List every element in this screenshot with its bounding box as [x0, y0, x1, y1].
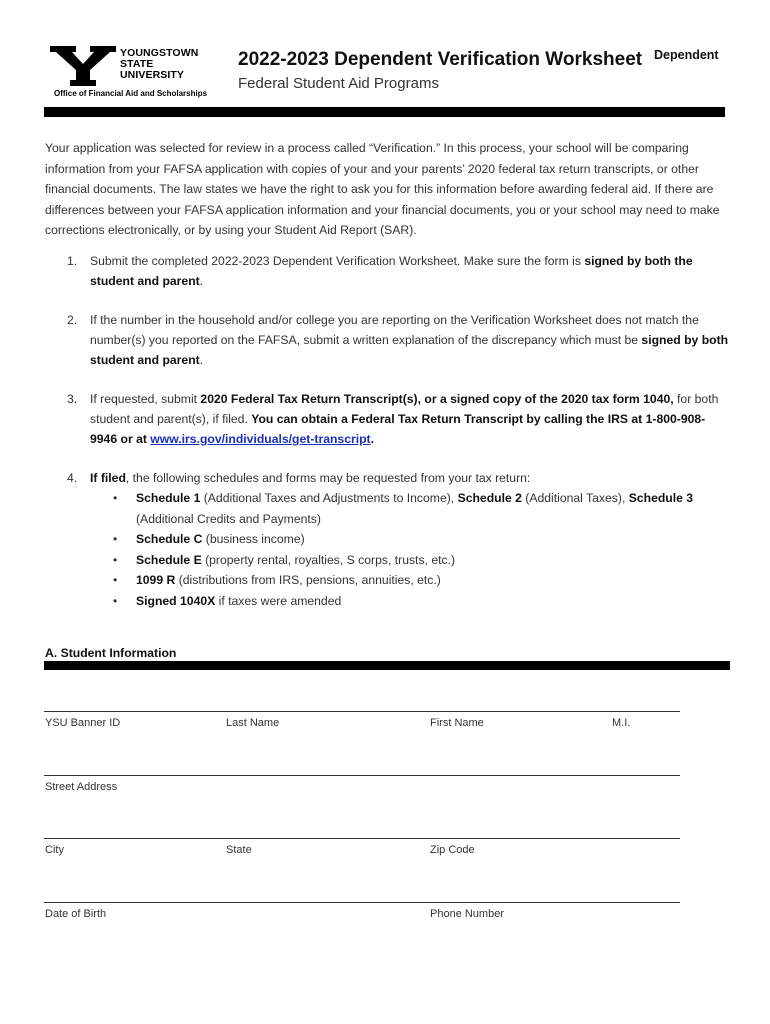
schedule-list [90, 488, 730, 611]
schedule-item: • Signed 1040X if taxes were amended [90, 591, 730, 612]
header-divider [44, 107, 725, 117]
street-address-label: Street Address [45, 781, 118, 793]
row4-entry-line[interactable] [44, 902, 680, 903]
bullet-icon: • [113, 573, 118, 587]
first-name-label: First Name [430, 717, 484, 729]
bullet-icon: • [113, 593, 118, 608]
instruction-item: 3. If requested, submit 2020 Federal Tax Return Transcript(s), or a signed copy of the 2020 tax form 1040, for both student and parent(s), if filed. You can obtain a Federal Tax Return Transcript by calling the IRS at 1-800-908-9946 or at www.irs.gov/individuals/get-transcript. [67, 392, 719, 446]
phone-number-label: Phone Number [430, 908, 504, 920]
page-title: 2022-2023 Dependent Verification Worksheet [238, 49, 643, 70]
bullet-icon: • [113, 552, 118, 567]
row1-entry-line[interactable] [44, 711, 680, 712]
bullet-icon: • [113, 532, 118, 546]
irs-transcript-link[interactable]: www.irs.gov/individuals/get-transcript [150, 432, 371, 446]
state-label: State [226, 844, 252, 856]
schedule-item: • Schedule 1 (Additional Taxes and Adjustments to Income), Schedule 2 (Additional Taxes), Schedule 3 (Additional Credits and Payments) [90, 488, 730, 529]
instruction-list [45, 251, 730, 611]
banner-id-label: YSU Banner ID [45, 717, 121, 729]
dependent-badge: Dependent [654, 48, 719, 62]
row2-entry-line[interactable] [44, 775, 680, 776]
instruction-item: 1. Submit the completed 2022-2023 Dependent Verification Worksheet. Make sure the form is signed by both the student and parent. [67, 254, 693, 288]
last-name-label: Last Name [226, 717, 280, 729]
zip-code-label: Zip Code [430, 844, 475, 856]
logo-office-name: Office of Financial Aid and Scholarships [54, 89, 208, 98]
schedule-item: • 1099 R (distributions from IRS, pensions, annuities, etc.) [90, 570, 730, 591]
intro-paragraph: Your application was selected for review in a process called “Verification.” In this process, your school will be comparing information from your FAFSA application with copies of your and your parents’ 2020 federal tax return transcripts, or other financial documents. The law states we have the right to ask you for this information before awarding federal aid. If there are differences between your FAFSA application information and your financial documents, you or your school may need to make corrections electronically, or by using your Student Aid Report (SAR). [45, 141, 720, 237]
date-of-birth-label: Date of Birth [45, 908, 107, 920]
section-a-divider [44, 661, 730, 670]
bullet-icon: • [113, 491, 118, 505]
instruction-item: 4. If filed, the following schedules and forms may be requested from your tax return: • Schedule 1 (Additional Taxes and Adjustments to Income), Schedule 2 (Additional Taxes), Schedule 3 (Additional Credits and Payments) • Schedule C (business income) • Schedule E (property rental, royalties, S corps, trusts, etc.) • 1099 R (distributions from IRS, pensions, annuities, etc.) • Signed 1040X if taxes were amended [45, 468, 730, 611]
mi-label: M.I. [612, 717, 631, 729]
schedule-item: • Schedule E (property rental, royalties, S corps, trusts, etc.) [90, 550, 730, 571]
logo-university-name: YOUNGSTOWN STATE UNIVERSITY [120, 47, 199, 81]
schedule-item: • Schedule C (business income) [90, 529, 730, 550]
instruction-item: 2. If the number in the household and/or college you are reporting on the Verification Worksheet does not match the number(s) you reported on the FAFSA, submit a written explanation of the discrepancy which must be signed by both student and parent. [67, 313, 729, 367]
city-label: City [45, 844, 64, 856]
section-a-title: A. Student Information [45, 646, 177, 660]
ysu-logo [50, 44, 208, 100]
ysu-y-logo-icon [50, 46, 116, 86]
page-subtitle: Federal Student Aid Programs [238, 75, 439, 92]
row3-entry-line[interactable] [44, 838, 680, 839]
